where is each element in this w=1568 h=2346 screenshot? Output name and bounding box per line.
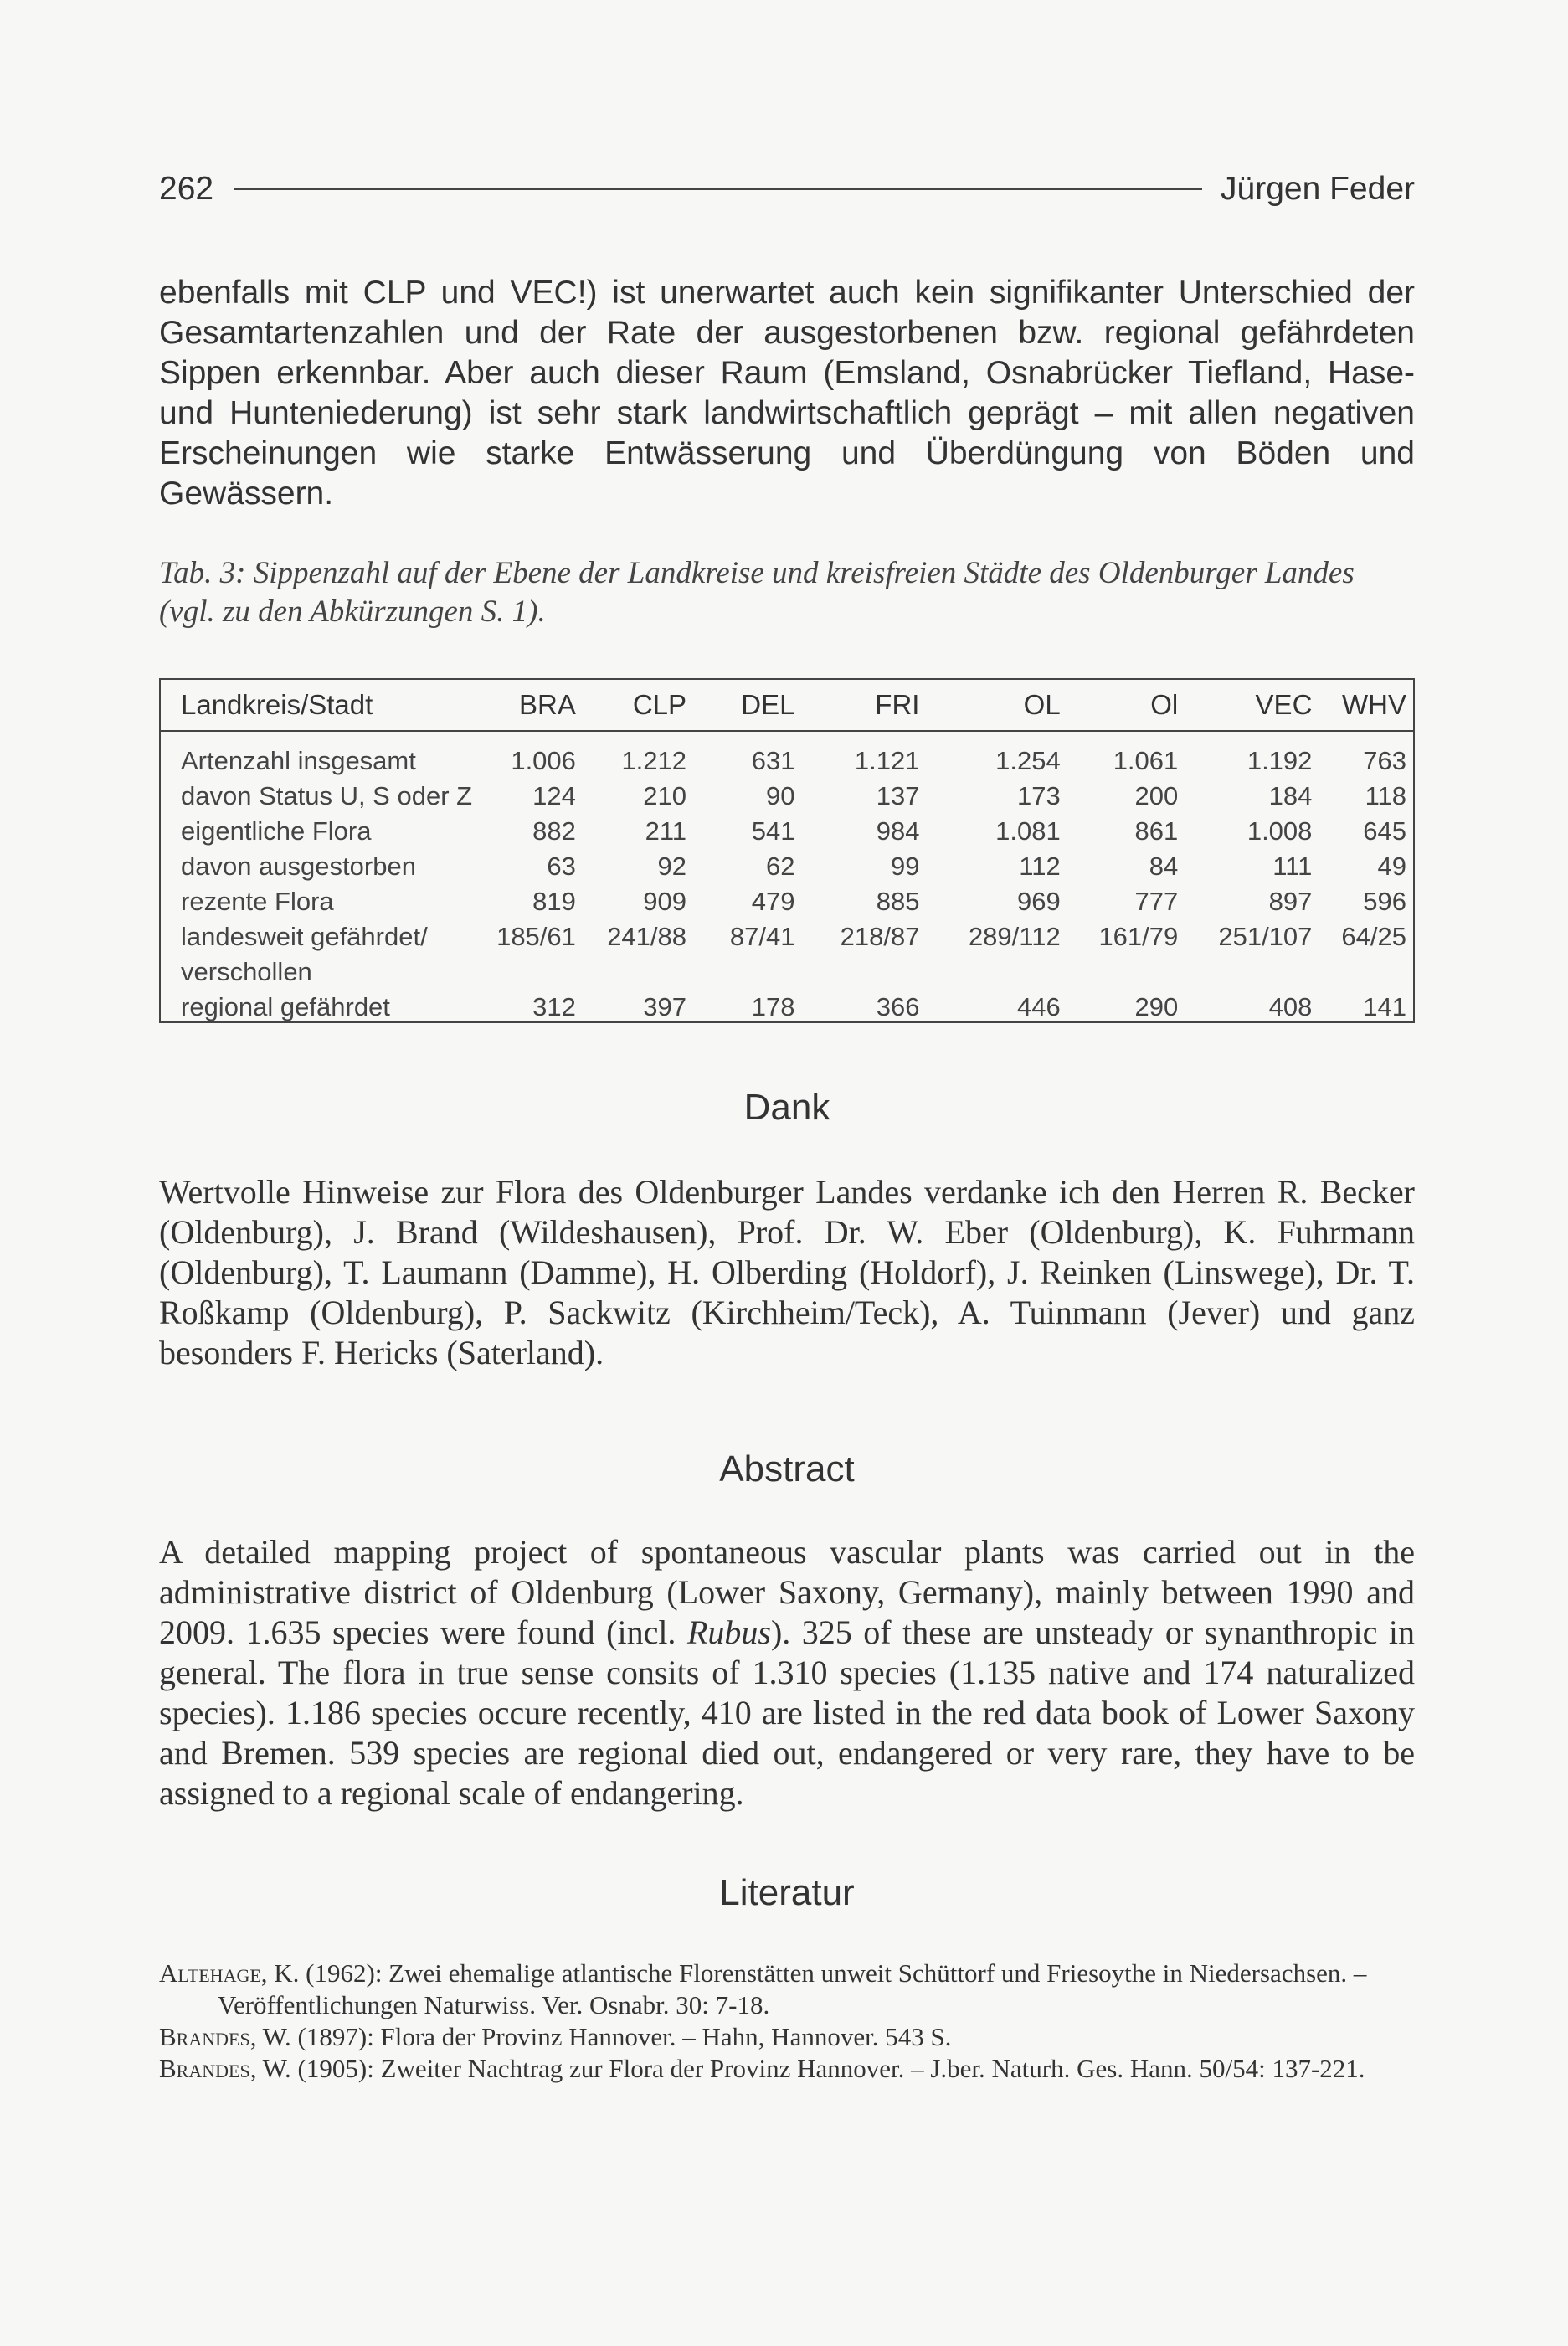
table-cell: 819 bbox=[532, 887, 576, 916]
table-cell: 99 bbox=[890, 851, 920, 881]
table-cell: 84 bbox=[1149, 851, 1179, 881]
table-row bbox=[161, 884, 1413, 919]
table-cell: 184 bbox=[1268, 781, 1313, 810]
species-table bbox=[159, 678, 1415, 1023]
table-cell: 141 bbox=[1363, 992, 1406, 1021]
table-cell: 645 bbox=[1363, 816, 1406, 846]
table-cell: 885 bbox=[876, 887, 920, 916]
row-label: eigentliche Flora bbox=[181, 816, 372, 846]
table-cell: 1.192 bbox=[1247, 746, 1313, 775]
table-row bbox=[161, 990, 1413, 1025]
row-label: regional gefährdet bbox=[181, 992, 390, 1021]
table-cell: 49 bbox=[1377, 851, 1406, 881]
reference-text: (1905): Zweiter Nachtrag zur Flora der Provinz Hannover. – J.ber. Naturh. Ges. Hann. 50/54: 137-221. bbox=[290, 2054, 1365, 2083]
table-cell: 446 bbox=[1016, 992, 1061, 1021]
table-cell: 118 bbox=[1365, 781, 1406, 810]
author-name: Jürgen Feder bbox=[1221, 171, 1415, 207]
table-cell: 408 bbox=[1268, 992, 1313, 1021]
reference-entry bbox=[159, 2053, 1415, 2085]
column-header: CLP bbox=[583, 680, 693, 731]
table-row bbox=[161, 849, 1413, 884]
literatur-heading: Literatur bbox=[719, 1872, 855, 1913]
row-label: rezente Flora bbox=[181, 887, 334, 916]
dank-heading: Dank bbox=[743, 1087, 830, 1128]
column-header: Ol bbox=[1067, 680, 1185, 731]
row-label: davon Status U, S oder Z bbox=[181, 781, 473, 810]
table-cell: 64/25 bbox=[1341, 922, 1406, 951]
column-header: VEC bbox=[1185, 680, 1319, 731]
intro-paragraph-block bbox=[159, 273, 1415, 514]
table-cell: 1.061 bbox=[1113, 746, 1179, 775]
table-body bbox=[161, 731, 1413, 1025]
table-cell: 1.212 bbox=[621, 746, 687, 775]
dank-text: Wertvolle Hinweise zur Flora des Oldenburger Landes verdanke ich den Herren R. Becker (Oldenburg), J. Brand (Wildeshausen), Prof. Dr. W. Eber (Oldenburg), K. Fuhrmann (Oldenburg), T. Laumann (Damme), H. Olberding (Holdorf), J. Reinken (Linswege), Dr. T. Roßkamp (Oldenburg), P. Sackwitz (Kirchheim/Teck), A. Tuinmann (Jever) und ganz besonders F. Hericks (Saterland). bbox=[159, 1173, 1415, 1371]
table-row bbox=[161, 779, 1413, 814]
table-cell: 124 bbox=[532, 781, 576, 810]
row-label: landesweit gefährdet/ verschollen bbox=[181, 922, 428, 986]
reference-text: (1897): Flora der Provinz Hannover. – Hahn, Hannover. 543 S. bbox=[290, 2022, 952, 2051]
row-label: Artenzahl insgesamt bbox=[181, 746, 416, 775]
table-cell: 984 bbox=[876, 816, 920, 846]
table-cell: 173 bbox=[1016, 781, 1061, 810]
table-cell: 211 bbox=[645, 816, 687, 846]
table-cell: 241/88 bbox=[607, 922, 687, 951]
running-header bbox=[159, 164, 1415, 214]
table-cell: 882 bbox=[532, 816, 576, 846]
abstract-heading: Abstract bbox=[719, 1448, 855, 1489]
table-cell: 631 bbox=[751, 746, 795, 775]
table-cell: 897 bbox=[1268, 887, 1313, 916]
table-cell: 1.006 bbox=[511, 746, 576, 775]
table-cell: 1.254 bbox=[995, 746, 1061, 775]
reference-list bbox=[159, 1958, 1415, 2085]
table-cell: 62 bbox=[765, 851, 795, 881]
table-row bbox=[161, 919, 1413, 990]
table-cell: 479 bbox=[751, 887, 795, 916]
table-cell: 90 bbox=[765, 781, 795, 810]
table-cell: 137 bbox=[876, 781, 920, 810]
table-cell: 969 bbox=[1016, 887, 1061, 916]
column-header: BRA bbox=[486, 680, 583, 731]
table-cell: 596 bbox=[1363, 887, 1406, 916]
row-label: davon ausgestorben bbox=[181, 851, 416, 881]
taxon-name: Rubus bbox=[686, 1613, 771, 1651]
table-cell: 541 bbox=[751, 816, 795, 846]
table-cell: 161/79 bbox=[1098, 922, 1179, 951]
page-number: 262 bbox=[159, 171, 214, 207]
reference-entry bbox=[159, 2021, 1415, 2053]
table-cell: 111 bbox=[1272, 851, 1313, 881]
reference-author: Brandes, W. bbox=[159, 2022, 291, 2051]
table-cell: 909 bbox=[643, 887, 687, 916]
table-cell: 397 bbox=[643, 992, 687, 1021]
table-cell: 251/107 bbox=[1218, 922, 1313, 951]
table-cell: 92 bbox=[657, 851, 687, 881]
intro-paragraph: ebenfalls mit CLP und VEC!) ist unerwartet auch kein signifikanter Unterschied der Gesamtartenzahlen und der Rate der ausgestorbenen bzw. regional gefährdeten Sippen erkennbar. Aber auch dieser Raum (Emsland, Osnabrücker Tiefland, Hase- und Hunteniederung) ist sehr stark landwirtschaftlich geprägt – mit allen negativen Erscheinungen wie starke Entwässerung und Überdüngung von Böden und Gewässern. bbox=[159, 275, 1415, 512]
table-caption: Tab. 3: Sippenzahl auf der Ebene der Landkreise und kreisfreien Städte des Oldenburger Landes (vgl. zu den Abkürzungen S. 1). bbox=[159, 556, 1355, 629]
table-cell: 112 bbox=[1019, 851, 1061, 881]
table-cell: 366 bbox=[876, 992, 920, 1021]
table-cell: 763 bbox=[1363, 746, 1406, 775]
column-header: WHV bbox=[1319, 680, 1413, 731]
table-row bbox=[161, 731, 1413, 779]
reference-author: Altehage, K. bbox=[159, 1958, 300, 1988]
abstract-text: A detailed mapping project of spontaneous vascular plants was carried out in the administrative district of Oldenburg (Lower Saxony, Germany), mainly between 1990 and 2009. 1.635 species were found (incl. Rubus). 325 of these are unsteady or synanthropic in general. The flora in true sense consits of 1.310 species (1.135 native and 174 naturalized species). 1.186 species occure recently, 410 are listed in the red data book of Lower Saxony and Bremen. 539 species are regional died out, endangered or very rare, they have to be assigned to a regional scale of endangering. bbox=[159, 1533, 1415, 1812]
reference-author: Brandes, W. bbox=[159, 2054, 291, 2083]
table-cell: 63 bbox=[547, 851, 576, 881]
table-cell: 200 bbox=[1134, 781, 1179, 810]
column-header: OL bbox=[926, 680, 1067, 731]
table-cell: 777 bbox=[1134, 887, 1179, 916]
table-cell: 1.081 bbox=[995, 816, 1061, 846]
table-cell: 312 bbox=[532, 992, 576, 1021]
header-rule bbox=[234, 188, 1202, 190]
table-cell: 289/112 bbox=[968, 922, 1061, 951]
species-table-grid bbox=[161, 680, 1413, 1025]
table-header-row bbox=[161, 680, 1413, 731]
reference-text: (1962): Zwei ehemalige atlantische Florenstätten unweit Schüttorf und Friesoythe in Niedersachsen. – Veröffentlichungen Naturwiss. Ver. Osnabr. 30: 7-18. bbox=[218, 1958, 1367, 2019]
table-cell: 1.008 bbox=[1247, 816, 1313, 846]
table-cell: 87/41 bbox=[729, 922, 795, 951]
column-header: Landkreis/Stadt bbox=[161, 680, 486, 731]
table-cell: 218/87 bbox=[840, 922, 920, 951]
table-cell: 178 bbox=[751, 992, 795, 1021]
table-cell: 290 bbox=[1134, 992, 1179, 1021]
column-header: FRI bbox=[801, 680, 926, 731]
table-row bbox=[161, 814, 1413, 849]
table-cell: 210 bbox=[643, 781, 687, 810]
column-header: DEL bbox=[693, 680, 801, 731]
table-cell: 1.121 bbox=[854, 746, 920, 775]
table-cell: 185/61 bbox=[496, 922, 576, 951]
table-cell: 861 bbox=[1134, 816, 1179, 846]
reference-entry bbox=[159, 1958, 1415, 2021]
